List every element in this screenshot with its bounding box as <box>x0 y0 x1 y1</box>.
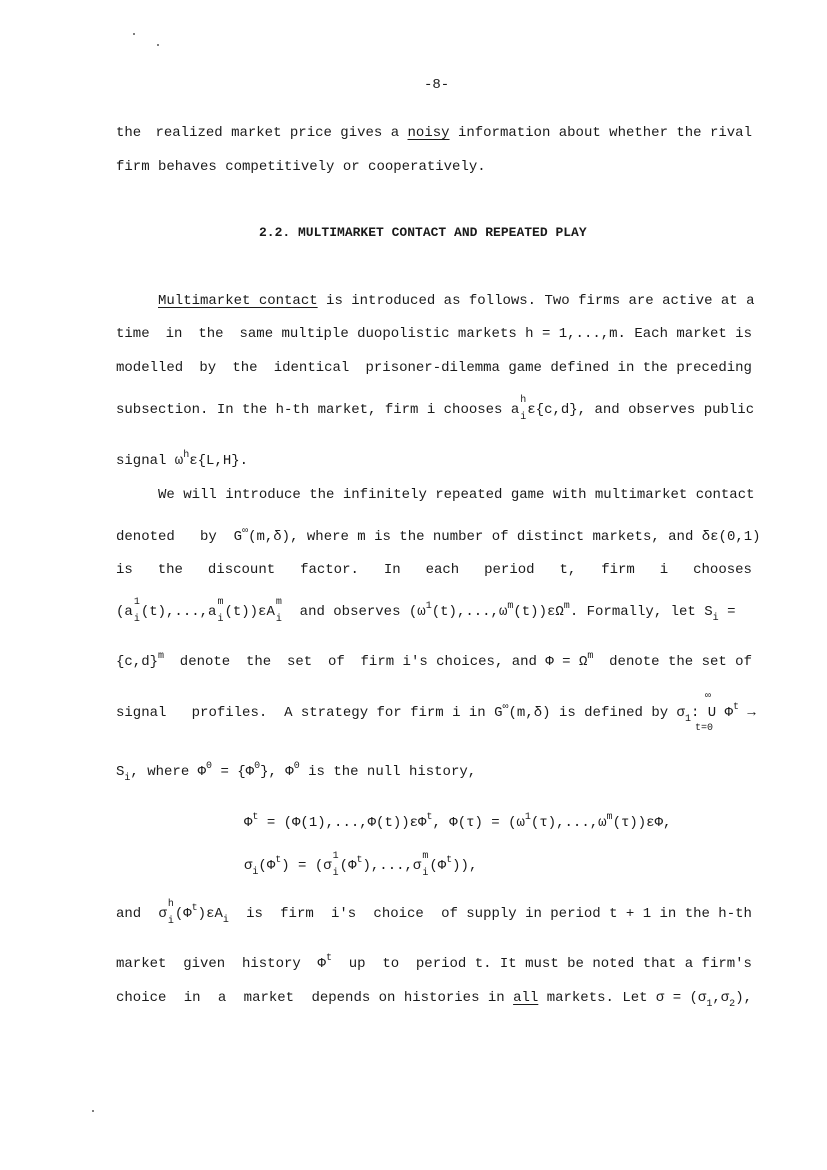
union-upper-limit: ∞ <box>705 691 712 702</box>
section-heading: 2.2. MULTIMARKET CONTACT AND REPEATED PLAY <box>259 225 587 240</box>
para2-line-1: We will introduce the infinitely repeated game with multimarket contact <box>158 487 755 503</box>
para1-line-5: signal $\omega^h\varepsilon\{L,H\}$. <box>116 450 249 469</box>
equation-history: $\Phi^t = (\Phi(1),...,\Phi(t))\varepsilon\Phi^t$, $\Phi(\tau) = (\omega^1(\tau),...,\omega^m(\tau))\varepsilon\Phi$, <box>244 812 672 831</box>
union-lower-limit: t=0 <box>695 723 714 734</box>
intro-line-2: firm behaves competitively or cooperatively. <box>116 159 486 175</box>
para1-line-4: subsection. In the h-th market, firm i chooses a h i ε{c,d}, and observes public <box>116 395 755 423</box>
term-multimarket-contact: Multimarket contact <box>158 293 318 309</box>
para2-line-8: and σ h i $(\Phi^t)\varepsilon A_i$ is firm i's choice of supply in period t + 1 in the h-th <box>116 899 752 927</box>
para2-line-2: denoted by G∞(m,δ), where m is the number of distinct markets, and δε(0,1) <box>116 526 761 545</box>
para2-line-6: signal profiles. A strategy for firm i in G∞(m,δ) is defined by $\sigma_1$: U $\Phi^t$ → <box>116 702 756 725</box>
term-all: all <box>513 990 539 1006</box>
scan-speck <box>157 44 159 46</box>
para1-line-1: Multimarket contact is introduced as follows. Two firms are active at a <box>158 293 755 309</box>
para2-line-3: is the discount factor. In each period t, firm i chooses <box>116 562 752 578</box>
para1-line-2: time in the same multiple duopolistic markets h = 1,...,m. Each market is <box>116 326 752 342</box>
para2-line-4: (a 1 i (t),...,a m i (t))εA m i and observes $(\omega^1(t),...,\omega^m(t))\varepsilon\Omega^m$. Formally, let $S_i$ = <box>116 597 736 625</box>
scan-speck <box>133 33 135 35</box>
intro-line-1: the realized market price gives a noisy information about whether the rival <box>116 125 752 141</box>
equation-strategy: $\sigma_i(\Phi^t) = (\sigma$ 1 i $(\Phi^t),...,\sigma$ m i $(\Phi^t)$), <box>244 851 478 879</box>
para2-line-5: $\{c,d\}^m$ denote the set of firm i's choices, and $\Phi = \Omega^m$ denote the set of <box>116 651 752 670</box>
para1-line-3: modelled by the identical prisoner-dilemma game defined in the preceding <box>116 360 752 376</box>
term-noisy: noisy <box>407 125 450 141</box>
scan-speck <box>92 1110 94 1112</box>
para2-line-7: $S_i$, where $\Phi^0 = \{\Phi^0\}$, $\Phi^0$ is the null history, <box>116 761 477 784</box>
para2-line-10: choice in a market depends on histories in all markets. Let $\sigma = (\sigma_1,\sigma_2)$, <box>116 990 752 1010</box>
para2-line-9: market given history $\Phi^t$ up to period t. It must be noted that a firm's <box>116 953 752 972</box>
page-number: -8- <box>424 77 450 93</box>
